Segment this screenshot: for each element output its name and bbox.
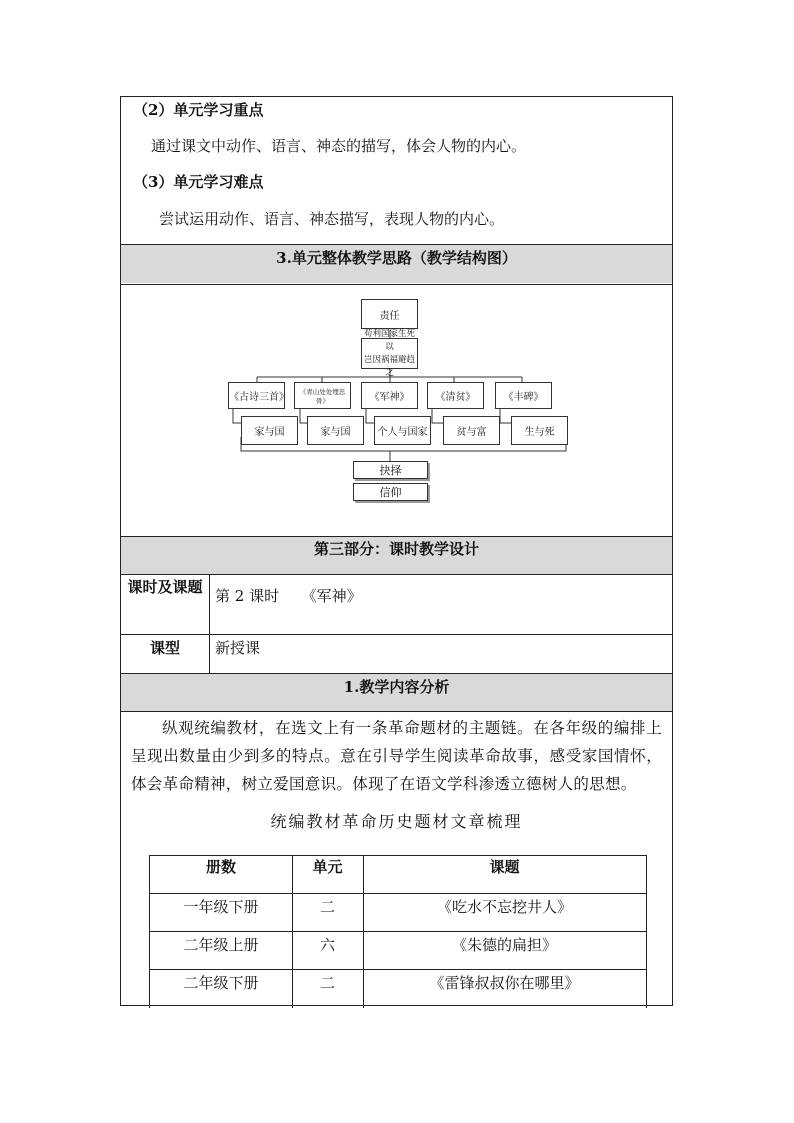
table-cell: 一年级下册 bbox=[183, 898, 259, 916]
section-3-title: （3）单元学习难点 bbox=[133, 173, 264, 191]
divider bbox=[150, 969, 646, 970]
section-3-body: 尝试运用动作、语言、神态描写，表现人物的内心。 bbox=[159, 210, 505, 228]
diagram-top-box: 责任 bbox=[361, 299, 418, 329]
diagram-belief-box: 信仰 bbox=[353, 483, 428, 501]
section-2-title: （2）单元学习重点 bbox=[133, 101, 264, 119]
structure-header: 3.单元整体教学思路（教学结构图） bbox=[276, 249, 517, 267]
table-cell: 二 bbox=[319, 974, 335, 992]
table-cell: 二年级上册 bbox=[183, 936, 259, 954]
table-header: 册数 bbox=[205, 858, 236, 876]
divider bbox=[150, 931, 646, 932]
diagram-theme-box: 个人与国家 bbox=[374, 416, 431, 445]
diagram-lesson-box: 《古诗三首》 bbox=[228, 382, 285, 409]
diagram-quote-line2: 岂因祸福避趋之 bbox=[363, 354, 415, 378]
structure-diagram bbox=[121, 285, 672, 535]
table-cell: 二年级下册 bbox=[183, 974, 259, 992]
lesson-value: 第 2 课时 《军神》 bbox=[215, 587, 362, 605]
table-caption: 统编教材革命历史题材文章梳理 bbox=[270, 812, 523, 831]
divider bbox=[121, 574, 672, 575]
table-header: 单元 bbox=[312, 858, 343, 876]
diagram-choice-box: 抉择 bbox=[353, 461, 428, 479]
divider bbox=[209, 574, 210, 674]
divider bbox=[121, 711, 672, 712]
diagram-lesson-box: 《清贫》 bbox=[427, 382, 484, 409]
diagram-theme-box: 贫与富 bbox=[443, 416, 500, 445]
diagram-lesson-box: 《军神》 bbox=[361, 382, 418, 409]
content-body: 纵观统编教材，在选文上有一条革命题材的主题链。在各年级的编排上呈现出数量由少到多的特点。意在引导学生阅读革命故事，感受家国情怀，体会革命精神，树立爱国意识。体现了在语文学科渗透立德树人的思想。 bbox=[131, 719, 662, 793]
diagram-lesson-box: 《丰碑》 bbox=[495, 382, 552, 409]
lesson-label: 课时及课题 bbox=[127, 578, 203, 596]
table-cell: 《雷锋叔叔你在哪里》 bbox=[429, 974, 580, 992]
part3-header: 第三部分：课时教学设计 bbox=[313, 540, 479, 558]
diagram-theme-box: 家与国 bbox=[307, 416, 364, 445]
diagram-theme-box: 家与国 bbox=[241, 416, 298, 445]
topic-table bbox=[149, 855, 647, 1008]
table-header: 课题 bbox=[489, 858, 520, 876]
diagram-theme-box: 生与死 bbox=[511, 416, 568, 445]
table-cell: 二 bbox=[319, 898, 335, 916]
divider bbox=[121, 634, 672, 635]
diagram-quote-line1: 苟利国家生死以 bbox=[363, 328, 415, 352]
content-header: 1.教学内容分析 bbox=[343, 678, 450, 696]
diagram-quote-box bbox=[361, 328, 418, 378]
document-table bbox=[120, 96, 673, 1006]
section-2-body: 通过课文中动作、语言、神态的描写，体会人物的内心。 bbox=[151, 137, 527, 155]
type-label: 课型 bbox=[149, 639, 180, 657]
table-cell: 《朱德的扁担》 bbox=[451, 936, 557, 954]
type-value: 新授课 bbox=[215, 639, 261, 657]
divider bbox=[150, 893, 646, 894]
table-cell: 六 bbox=[319, 936, 335, 954]
diagram-lesson-box: 《青山处处埋忠骨》 bbox=[294, 382, 351, 409]
table-cell: 《吃水不忘挖井人》 bbox=[436, 898, 572, 916]
